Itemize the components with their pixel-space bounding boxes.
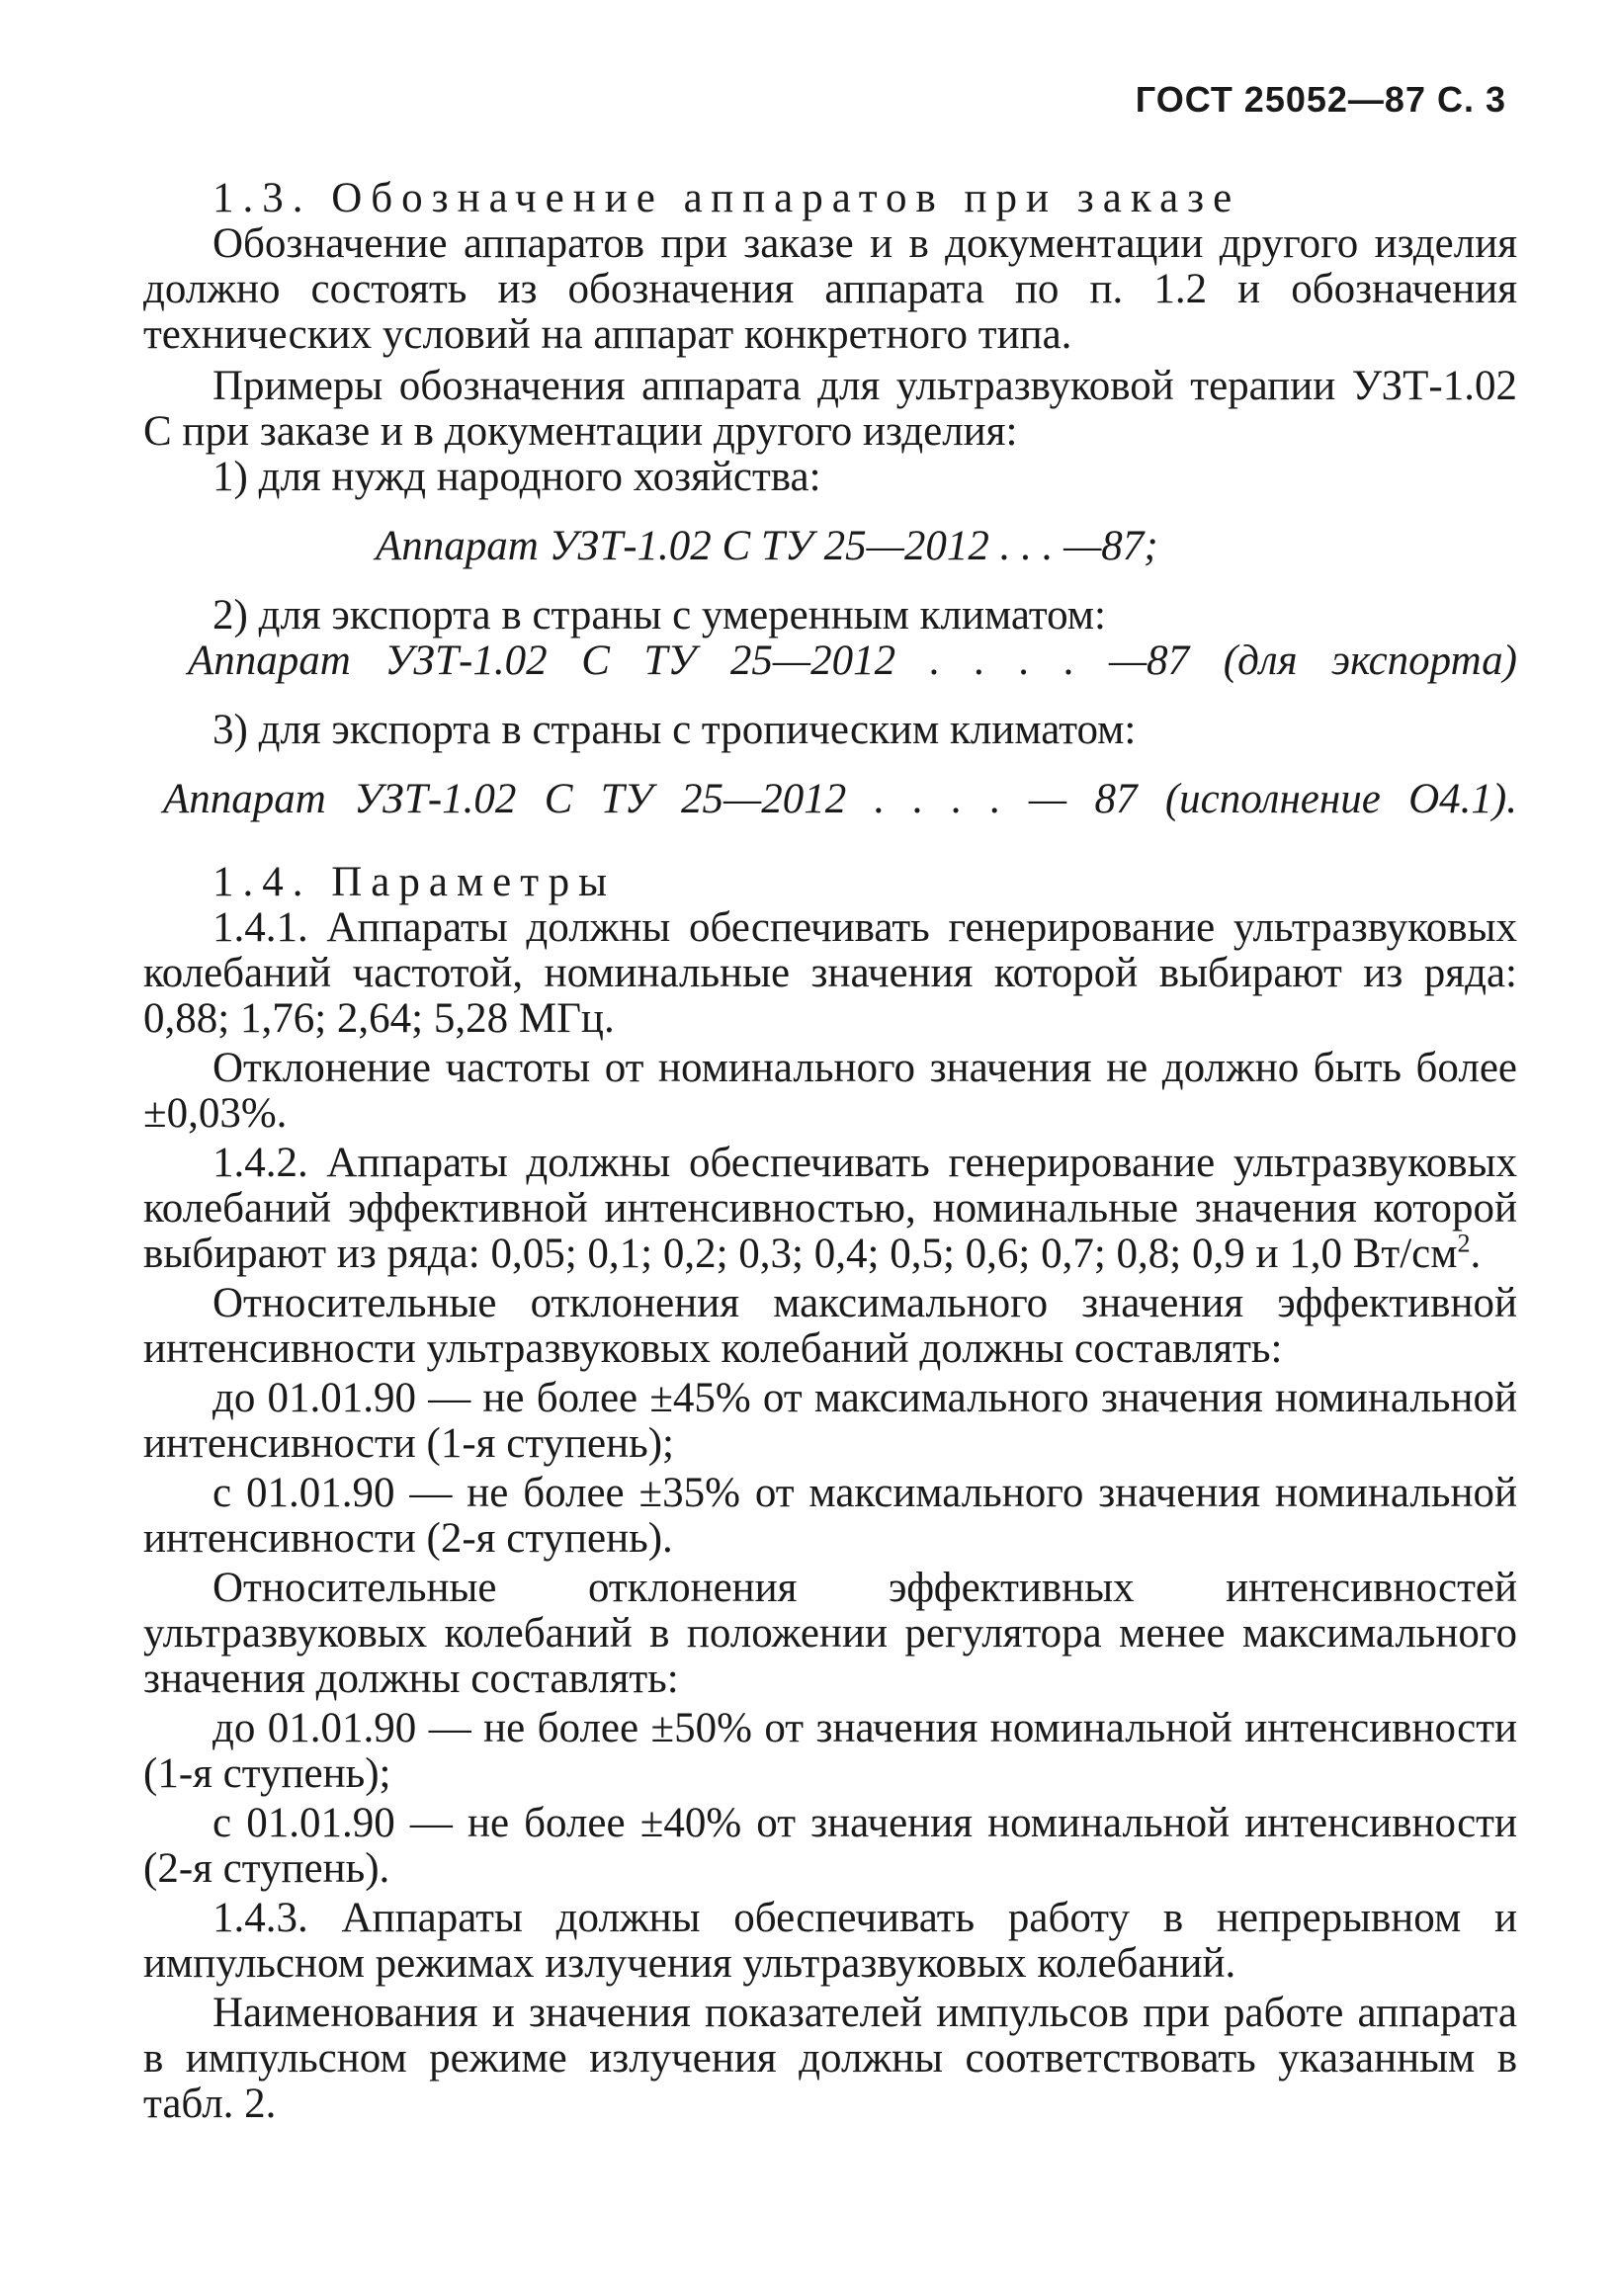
paragraph — [143, 1141, 1517, 1277]
list-item: 3) для экспорта в страны с тропическим климатом: — [212, 707, 1137, 753]
example-designation: Аппарат УЗТ-1.02 С ТУ 25—2012 . . . . —87 (для экспорта) — [188, 638, 1517, 684]
example-designation: Аппарат УЗТ-1.02 С ТУ 25—2012 . . . . — 87 (исполнение О4.1). — [163, 776, 1517, 822]
superscript: 2 — [1457, 1229, 1471, 1258]
paragraph: Наименования и значения показателей импульсов при работе аппарата в импульсном режиме излучения должны соответствовать указанным в табл. 2. — [143, 1990, 1517, 2127]
section-1-4 — [143, 860, 1517, 2127]
paragraph: Отклонение частоты от номинального значения не должно быть более ±0,03%. — [143, 1045, 1517, 1137]
paragraph: 1.4.1. Аппараты должны обеспечивать генерирование ультразвуковых колебаний частотой, номинальные значения которой выбирают из ряда: 0,88; 1,76; 2,64; 5,28 МГц. — [143, 904, 1517, 1042]
example-designation: Аппарат УЗТ-1.02 С ТУ 25—2012 . . . —87; — [376, 523, 1158, 569]
list-item: 2) для экспорта в страны с умеренным климатом: — [212, 592, 1106, 638]
section-1-3 — [143, 176, 1517, 822]
section-1-3-heading: 1.3. Обозначение аппаратов при заказе — [212, 175, 1241, 221]
paragraph: Относительные отклонения максимального значения эффективной интенсивности ультразвуковых колебаний должны составлять: — [143, 1280, 1517, 1372]
paragraph-end: . — [1470, 1231, 1482, 1277]
paragraph: Обозначение аппаратов при заказе и в документации другого изделия должно состоять из обозначения аппарата по п. 1.2 и обозначения технических условий на аппарат конкретного типа. — [143, 220, 1517, 358]
paragraph-text: 1.4.2. Аппараты должны обеспечивать генерирование ультразвуковых колебаний эффективной интенсивностью, номинальные значения которой выбирают из ряда: 0,05; 0,1; 0,2; 0,3; 0,4; 0,5; 0,6; 0,7; 0,8; 0,9 и 1,0 Вт/см — [143, 1140, 1517, 1277]
paragraph: до 01.01.90 — не более ±50% от значения номинальной интенсивности (1-я ступень); — [143, 1705, 1517, 1797]
section-1-4-heading: 1.4. Параметры — [212, 859, 616, 905]
paragraph: Примеры обозначения аппарата для ультразвуковой терапии УЗТ-1.02 С при заказе и в документации другого изделия: — [143, 363, 1517, 455]
paragraph: Относительные отклонения эффективных интенсивностей ультразвуковых колебаний в положении регулятора менее максимального значения должны составлять: — [143, 1565, 1517, 1702]
paragraph: с 01.01.90 — не более ±40% от значения номинальной интенсивности (2-я ступень). — [143, 1800, 1517, 1892]
list-item: 1) для нужд народного хозяйства: — [212, 454, 821, 500]
paragraph: 1.4.3. Аппараты должны обеспечивать работу в непрерывном и импульсном режимах излучения ультразвуковых колебаний. — [143, 1895, 1517, 1987]
paragraph: с 01.01.90 — не более ±35% от максимального значения номинальной интенсивности (2-я ступень). — [143, 1470, 1517, 1562]
paragraph: до 01.01.90 — не более ±45% от максимального значения номинальной интенсивности (1-я ступень); — [143, 1375, 1517, 1467]
page-header: ГОСТ 25052—87 С. 3 — [1135, 79, 1506, 120]
